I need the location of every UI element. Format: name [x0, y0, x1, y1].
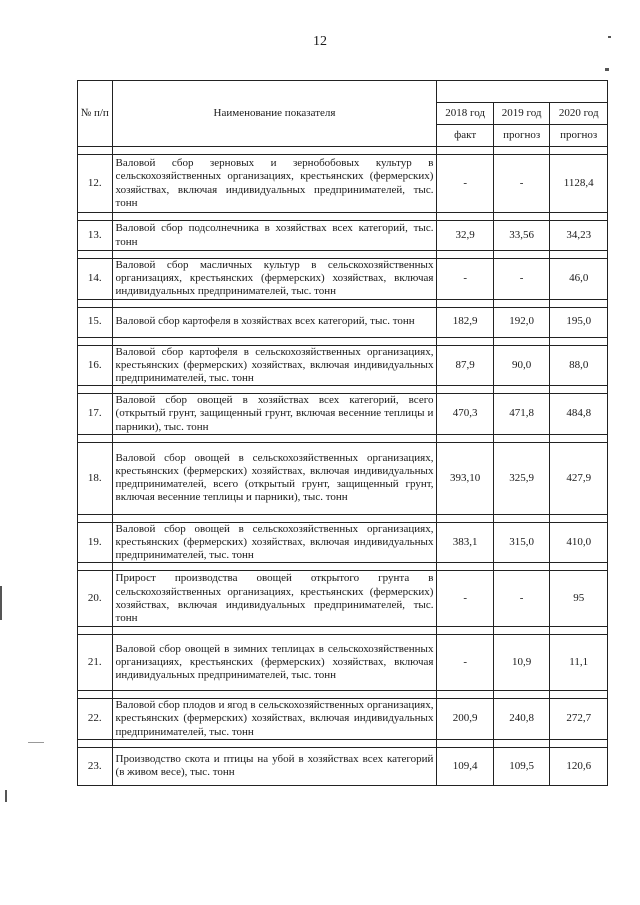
row-spacer — [78, 337, 608, 345]
row-number: 23. — [78, 747, 113, 785]
value-2020: 34,23 — [550, 221, 608, 251]
row-spacer — [78, 691, 608, 699]
row-number: 18. — [78, 442, 113, 514]
value-2018: - — [437, 155, 493, 213]
indicator-name: Валовой сбор подсолнечника в хозяйствах всех категорий, тыс. тонн — [112, 221, 437, 251]
table-row — [78, 571, 608, 627]
value-2020: 272,7 — [550, 699, 608, 740]
value-2020: 1128,4 — [550, 155, 608, 213]
row-number: 15. — [78, 307, 113, 337]
row-spacer — [78, 434, 608, 442]
value-2020: 195,0 — [550, 307, 608, 337]
table-row — [78, 747, 608, 785]
indicator-name: Валовой сбор овощей в сельскохозяйственных организациях, крестьянских (фермерских) хозяйствах, включая индивидуальных предпринимателей, всего (открытый грунт, защищенный грунт, включая весенние теплицы и парники), тыс. тонн — [112, 442, 437, 514]
header-row-top — [78, 81, 608, 103]
value-2019: - — [493, 259, 550, 300]
value-2018: 87,9 — [437, 345, 493, 386]
value-2019: 109,5 — [493, 747, 550, 785]
indicator-name: Валовой сбор зерновых и зернобобовых культур в сельскохозяйственных организациях, крестьянских (фермерских) хозяйствах, включая индивидуальных предпринимателей, тыс. тонн — [112, 155, 437, 213]
row-spacer — [78, 563, 608, 571]
row-number: 16. — [78, 345, 113, 386]
value-2020: 120,6 — [550, 747, 608, 785]
row-number: 19. — [78, 522, 113, 563]
table-row — [78, 394, 608, 435]
value-2020: 95 — [550, 571, 608, 627]
header-year-2018: 2018 год — [437, 103, 493, 125]
row-number: 17. — [78, 394, 113, 435]
value-2019: 315,0 — [493, 522, 550, 563]
indicator-name: Производство скота и птицы на убой в хозяйствах всех категорий (в живом весе), тыс. тонн — [112, 747, 437, 785]
indicator-name: Валовой сбор плодов и ягод в сельскохозяйственных организациях, крестьянских (фермерских) хозяйствах, включая индивидуальных предпринимателей, тыс. тонн — [112, 699, 437, 740]
row-spacer — [78, 514, 608, 522]
value-2019: 192,0 — [493, 307, 550, 337]
value-2018: 393,10 — [437, 442, 493, 514]
value-2019: 240,8 — [493, 699, 550, 740]
header-sub-2020: прогноз — [550, 125, 608, 147]
table-row — [78, 442, 608, 514]
row-number: 14. — [78, 259, 113, 300]
row-spacer — [78, 739, 608, 747]
value-2018: 32,9 — [437, 221, 493, 251]
value-2019: 90,0 — [493, 345, 550, 386]
value-2018: 200,9 — [437, 699, 493, 740]
indicator-name: Валовой сбор овощей в зимних теплицах в сельскохозяйственных организациях, крестьянских (фермерских) хозяйствах, включая индивидуальных предпринимателей, тыс. тонн — [112, 635, 437, 691]
scan-mark — [608, 36, 611, 38]
row-spacer — [78, 627, 608, 635]
table-row — [78, 345, 608, 386]
table-row — [78, 221, 608, 251]
indicator-name: Прирост производства овощей открытого грунта в сельскохозяйственных организациях, крестьянских (фермерских) хозяйствах, включая индивидуальных предпринимателей, тыс. тонн — [112, 571, 437, 627]
value-2020: 11,1 — [550, 635, 608, 691]
value-2018: - — [437, 635, 493, 691]
table-row — [78, 522, 608, 563]
header-year-2019: 2019 год — [493, 103, 550, 125]
header-sub-2018: факт — [437, 125, 493, 147]
page-number: 12 — [313, 34, 327, 49]
value-2018: 383,1 — [437, 522, 493, 563]
header-sub-2019: прогноз — [493, 125, 550, 147]
indicator-name: Валовой сбор картофеля в хозяйствах всех категорий, тыс. тонн — [112, 307, 437, 337]
row-number: 13. — [78, 221, 113, 251]
value-2020: 484,8 — [550, 394, 608, 435]
value-2018: 182,9 — [437, 307, 493, 337]
table-row — [78, 307, 608, 337]
scan-mark — [0, 586, 2, 620]
scan-mark — [28, 742, 44, 743]
row-number: 20. — [78, 571, 113, 627]
indicator-name: Валовой сбор масличных культур в сельскохозяйственных организациях, крестьянских (фермерских) хозяйствах, включая индивидуальных предпринимателей, тыс. тонн — [112, 259, 437, 300]
value-2018: 470,3 — [437, 394, 493, 435]
value-2018: 109,4 — [437, 747, 493, 785]
row-number: 12. — [78, 155, 113, 213]
scan-mark — [5, 790, 7, 802]
value-2019: 10,9 — [493, 635, 550, 691]
scan-mark — [605, 68, 609, 71]
value-2020: 427,9 — [550, 442, 608, 514]
row-spacer — [78, 386, 608, 394]
value-2019: - — [493, 571, 550, 627]
row-spacer — [78, 251, 608, 259]
value-2020: 46,0 — [550, 259, 608, 300]
value-2019: 33,56 — [493, 221, 550, 251]
value-2020: 88,0 — [550, 345, 608, 386]
value-2019: 325,9 — [493, 442, 550, 514]
header-name: Наименование показателя — [112, 81, 437, 147]
table-row — [78, 259, 608, 300]
row-number: 22. — [78, 699, 113, 740]
value-2020: 410,0 — [550, 522, 608, 563]
table-row — [78, 699, 608, 740]
row-number: 21. — [78, 635, 113, 691]
indicator-name: Валовой сбор овощей в сельскохозяйственных организациях, крестьянских (фермерских) хозяйствах, включая индивидуальных предпринимателей, тыс. тонн — [112, 522, 437, 563]
indicators-table — [77, 80, 608, 786]
value-2018: - — [437, 259, 493, 300]
table-row — [78, 155, 608, 213]
indicator-name: Валовой сбор овощей в хозяйствах всех категорий, всего (открытый грунт, защищенный грунт, включая весенние теплицы и парники), тыс. тонн — [112, 394, 437, 435]
indicator-name: Валовой сбор картофеля в сельскохозяйственных организациях, крестьянских (фермерских) хозяйствах, включая индивидуальных предпринимателей, тыс. тонн — [112, 345, 437, 386]
header-years-group — [437, 81, 608, 103]
row-spacer — [78, 213, 608, 221]
header-year-2020: 2020 год — [550, 103, 608, 125]
row-spacer — [78, 299, 608, 307]
value-2018: - — [437, 571, 493, 627]
header-num: № п/п — [78, 81, 113, 147]
value-2019: - — [493, 155, 550, 213]
value-2019: 471,8 — [493, 394, 550, 435]
row-spacer — [78, 147, 608, 155]
table-row — [78, 635, 608, 691]
